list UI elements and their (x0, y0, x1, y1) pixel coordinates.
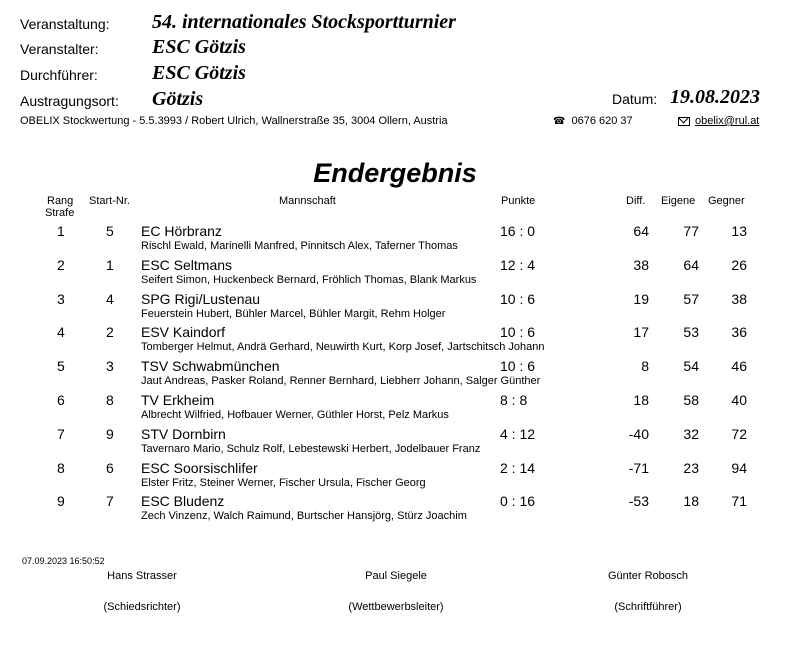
opponent-score-cell: 13 (731, 223, 747, 239)
table-row (0, 324, 800, 358)
start-number-cell: 2 (106, 324, 114, 341)
header-punkte: Punkte (501, 195, 536, 207)
start-number-cell: 9 (106, 425, 114, 442)
label-durchfuehrer: Durchführer: (20, 67, 98, 83)
own-score-cell: 53 (683, 324, 699, 341)
header-diff: Diff. (626, 195, 646, 207)
rank-cell: 7 (57, 425, 65, 442)
team-name-cell: STV Dornbirn (141, 425, 226, 442)
team-players: Albrecht Wilfried, Hofbauer Werner, Güthler Horst, Pelz Markus (141, 409, 449, 421)
diff-cell: 18 (633, 392, 649, 408)
points-cell: 16 : 0 (500, 223, 536, 239)
signature-competition-lead-name: Paul Siegele (365, 570, 427, 582)
header-mannschaft: Mannschaft (279, 195, 336, 207)
team-players: Elster Fritz, Steiner Werner, Fischer Ursula, Fischer Georg (141, 476, 426, 489)
executor: ESC Götzis (152, 62, 246, 84)
opponent-score-cell: 71 (731, 493, 747, 510)
own-score-cell: 58 (683, 392, 699, 408)
rank-cell: 2 (57, 256, 65, 273)
phone-number: 0676 620 37 (571, 115, 633, 127)
team-name-cell: ESC Soorsischlifer (141, 459, 258, 476)
table-row (0, 426, 800, 460)
rank-cell: 1 (57, 223, 65, 239)
header-rang: Rang (47, 195, 74, 207)
signature-referee-role: (Schiedsrichter) (103, 601, 181, 613)
label-ort: Austragungsort: (20, 93, 119, 109)
opponent-score-cell: 38 (731, 290, 747, 307)
diff-cell: -71 (628, 459, 649, 476)
rank-cell: 3 (57, 290, 65, 307)
points-cell: 10 : 6 (500, 358, 536, 375)
table-row (0, 460, 800, 494)
rank-cell: 4 (57, 324, 65, 341)
team-name-cell: EC Hörbranz (141, 223, 222, 239)
table-row (0, 392, 800, 426)
signature-secretary-role: (Schriftführer) (614, 601, 682, 613)
start-number-cell: 1 (106, 256, 114, 273)
own-score-cell: 32 (683, 425, 699, 442)
team-players: Seifert Simon, Huckenbeck Bernard, Fröhlich Thomas, Blank Markus (141, 273, 477, 286)
diff-cell: 17 (633, 324, 649, 341)
table-row (0, 223, 800, 257)
opponent-score-cell: 40 (731, 392, 747, 408)
email-link[interactable]: obelix@rul.at (695, 115, 760, 127)
signature-secretary-name: Günter Robosch (607, 570, 689, 582)
start-number-cell: 5 (106, 223, 114, 239)
phone-icon: ☎ (553, 116, 566, 127)
start-number-cell: 8 (106, 392, 114, 408)
diff-cell: 19 (633, 290, 649, 307)
header-gegner: Gegner (708, 195, 745, 207)
team-players: Tavernaro Mario, Schulz Rolf, Lebestewski Herbert, Jodelbauer Franz (141, 442, 481, 455)
label-veranstaltung: Veranstaltung: (20, 16, 110, 32)
start-number-cell: 4 (106, 290, 114, 307)
diff-cell: 8 (641, 358, 649, 375)
rank-cell: 8 (57, 459, 65, 476)
rank-cell: 6 (57, 392, 65, 408)
opponent-score-cell: 72 (731, 425, 747, 442)
team-players: Tomberger Helmut, Andrä Gerhard, Neuwirth Kurt, Korp Josef, Jartschitsch Johann (141, 341, 545, 354)
event-name: 54. internationales Stocksportturnier (152, 11, 456, 33)
table-row (0, 291, 800, 325)
points-cell: 12 : 4 (500, 256, 536, 273)
own-score-cell: 18 (683, 493, 699, 510)
venue: Götzis (152, 88, 204, 110)
rank-cell: 5 (57, 358, 65, 375)
team-name-cell: ESV Kaindorf (141, 324, 226, 341)
team-players: Rischl Ewald, Marinelli Manfred, Pinnitsch Alex, Taferner Thomas (141, 240, 458, 252)
label-datum: Datum: (612, 91, 658, 107)
own-score-cell: 57 (683, 290, 699, 307)
event-date: 19.08.2023 (670, 86, 760, 108)
header-strafe: Strafe (45, 207, 75, 219)
points-cell: 10 : 6 (500, 290, 536, 307)
points-cell: 8 : 8 (500, 392, 528, 408)
diff-cell: -40 (628, 425, 649, 442)
table-row (0, 493, 800, 527)
rank-cell: 9 (57, 493, 65, 510)
team-name-cell: ESC Bludenz (141, 493, 225, 510)
page-title: Endergebnis (313, 158, 477, 188)
start-number-cell: 6 (106, 459, 114, 476)
team-players: Jaut Andreas, Pasker Roland, Renner Bernhard, Liebherr Johann, Salger Günther (141, 375, 541, 388)
signature-referee-name: Hans Strasser (107, 570, 177, 582)
own-score-cell: 77 (683, 223, 699, 239)
software-info: OBELIX Stockwertung - 5.5.3993 / Robert Ulrich, Wallnerstraße 35, 3004 Ollern, Austria (20, 115, 448, 127)
signature-competition-lead-role: (Wettbewerbsleiter) (348, 601, 444, 613)
opponent-score-cell: 46 (731, 358, 747, 375)
points-cell: 2 : 14 (500, 459, 536, 476)
team-name-cell: TV Erkheim (141, 392, 215, 408)
diff-cell: -53 (628, 493, 649, 510)
own-score-cell: 64 (683, 256, 699, 273)
points-cell: 10 : 6 (500, 324, 536, 341)
team-name-cell: SPG Rigi/Lustenau (141, 290, 261, 307)
email-info (678, 115, 759, 127)
opponent-score-cell: 26 (731, 256, 747, 273)
diff-cell: 38 (633, 256, 649, 273)
own-score-cell: 23 (683, 459, 699, 476)
opponent-score-cell: 94 (731, 459, 747, 476)
start-number-cell: 3 (106, 358, 114, 375)
header-startnr: Start-Nr. (89, 195, 130, 207)
team-name-cell: ESC Seltmans (141, 256, 233, 273)
points-cell: 4 : 12 (500, 425, 536, 442)
own-score-cell: 54 (683, 358, 699, 375)
diff-cell: 64 (633, 223, 649, 239)
table-row (0, 358, 800, 392)
phone-info (553, 115, 633, 127)
header-eigene: Eigene (661, 195, 696, 207)
team-players: Feuerstein Hubert, Bühler Marcel, Bühler Margit, Rehm Holger (141, 307, 446, 320)
start-number-cell: 7 (106, 493, 114, 510)
table-row (0, 257, 800, 291)
team-name-cell: TSV Schwabmünchen (141, 358, 280, 375)
envelope-icon (678, 117, 690, 126)
label-veranstalter: Veranstalter: (20, 41, 99, 57)
print-timestamp: 07.09.2023 16:50:52 (22, 556, 105, 566)
opponent-score-cell: 36 (731, 324, 747, 341)
organizer: ESC Götzis (152, 36, 246, 58)
points-cell: 0 : 16 (500, 493, 536, 510)
team-players: Zech Vinzenz, Walch Raimund, Burtscher Hansjörg, Stürz Joachim (141, 510, 467, 523)
